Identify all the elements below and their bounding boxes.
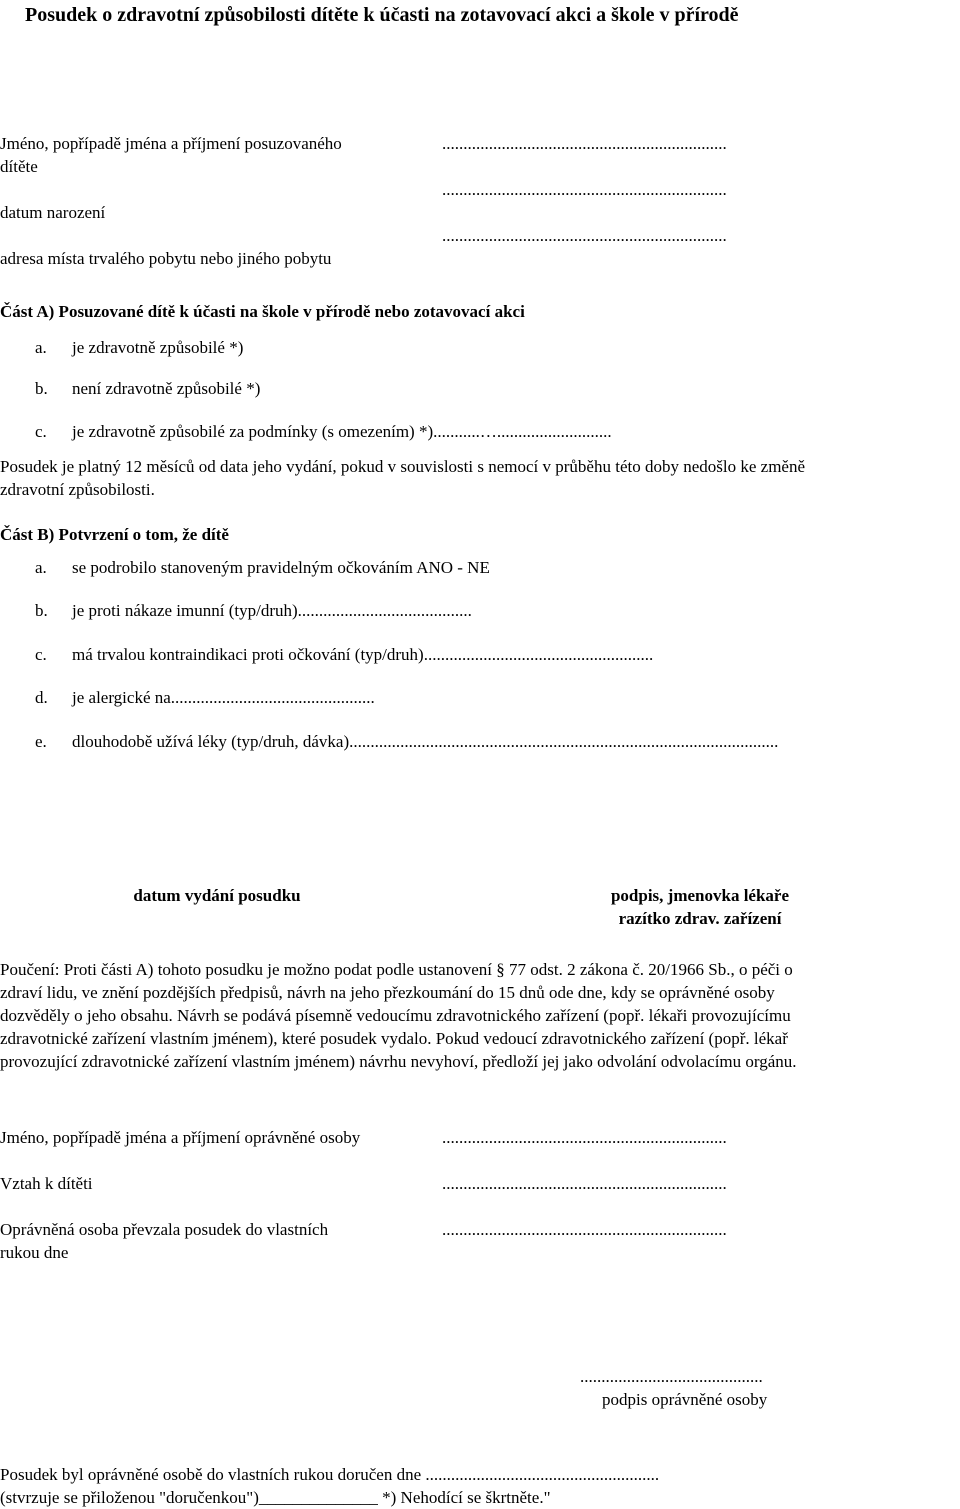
notice-text: zdravotnické zařízení vlastním jménem), které posudek vydalo. Pokud vedoucí zdravotnického zařízení (popř. lékař bbox=[0, 1029, 788, 1048]
issue-date-label: datum vydání posudku bbox=[133, 886, 301, 905]
delivery-note-cont: (stvrzuje se přiloženou "doručenkou")______________ *) Nehodící se škrtněte." bbox=[0, 1488, 551, 1507]
part-b-item-allergic[interactable]: je alergické na................................................ bbox=[72, 688, 375, 707]
part-b-item-contraindication[interactable]: má trvalou kontraindikaci proti očkování (typ/druh)...................................................... bbox=[72, 645, 654, 664]
delivery-note: Posudek byl oprávněné osobě do vlastních rukou doručen dne ....................................................... bbox=[0, 1465, 660, 1484]
received-label: Oprávněná osoba převzala posudek do vlastních bbox=[0, 1220, 329, 1239]
notice-text: provozující zdravotnické zařízení vlastním jménem) návrhu nevyhoví, předloží jej jako odvolání odvolacímu orgánu. bbox=[0, 1052, 797, 1071]
part-b-item-letter: e. bbox=[35, 732, 47, 751]
part-a-item-letter: a. bbox=[35, 338, 47, 357]
part-b-item-letter: c. bbox=[35, 645, 47, 664]
address-label: adresa místa trvalého pobytu nebo jiného pobytu bbox=[0, 249, 332, 268]
part-b-item-letter: a. bbox=[35, 558, 47, 577]
part-a-heading: Část A) Posuzované dítě k účasti na škole v přírodě nebo zotavovací akci bbox=[0, 302, 525, 321]
part-b-item-immune[interactable]: je proti nákaze imunní (typ/druh)......................................... bbox=[72, 601, 472, 620]
received-label-cont: rukou dne bbox=[0, 1243, 69, 1262]
part-b-item-vaccinated[interactable]: se podrobilo stanoveným pravidelným očkováním ANO - NE bbox=[72, 558, 490, 577]
facility-stamp-label: razítko zdrav. zařízení bbox=[618, 909, 782, 928]
document-title: Posudek o zdravotní způsobilosti dítěte k účasti na zotavovací akci a škole v přírodě bbox=[25, 4, 739, 26]
part-b-item-medication[interactable]: dlouhodobě užívá léky (typ/druh, dávka)..................................................................................................... bbox=[72, 732, 779, 751]
validity-text: Posudek je platný 12 měsíců od data jeho vydání, pokud v souvislosti s nemocí v průběhu této doby nedošlo ke změně bbox=[0, 457, 806, 476]
child-name-field[interactable]: ................................................................... bbox=[442, 134, 727, 153]
part-b-item-letter: d. bbox=[35, 688, 48, 707]
part-b-item-letter: b. bbox=[35, 601, 48, 620]
address-field[interactable]: ................................................................... bbox=[442, 226, 727, 245]
notice-text: zdraví lidu, ve znění pozdějších předpisů, návrh na jeho přezkoumání do 15 dnů ode dne, kdy se oprávněné osoby bbox=[0, 983, 775, 1002]
validity-text-cont: zdravotní způsobilosti. bbox=[0, 480, 155, 499]
authorized-name-field[interactable]: ................................................................... bbox=[442, 1128, 727, 1147]
birth-date-field[interactable]: ................................................................... bbox=[442, 180, 727, 199]
birth-date-label: datum narození bbox=[0, 203, 106, 222]
part-a-item-conditional[interactable]: je zdravotně způsobilé za podmínky (s omezením) *)...........…........................... bbox=[72, 422, 612, 441]
authorized-name-label: Jméno, popřípadě jména a příjmení oprávněné osoby bbox=[0, 1128, 361, 1147]
part-a-item-letter: b. bbox=[35, 379, 48, 398]
authorized-signature-label: podpis oprávněné osoby bbox=[602, 1390, 768, 1409]
doctor-signature-label: podpis, jmenovka lékaře bbox=[610, 886, 790, 905]
relation-field[interactable]: ................................................................... bbox=[442, 1174, 727, 1193]
notice-text: dozvěděly o jeho obsahu. Návrh se podává písemně vedoucímu zdravotnického zařízení (popř. lékaři provozujícímu bbox=[0, 1006, 791, 1025]
relation-label: Vztah k dítěti bbox=[0, 1174, 93, 1193]
child-name-label: Jméno, popřípadě jména a příjmení posuzovaného bbox=[0, 134, 342, 153]
part-a-item-unfit[interactable]: není zdravotně způsobilé *) bbox=[72, 379, 261, 398]
part-b-heading: Část B) Potvrzení o tom, že dítě bbox=[0, 525, 229, 544]
part-a-item-fit[interactable]: je zdravotně způsobilé *) bbox=[72, 338, 244, 357]
received-date-field[interactable]: ................................................................... bbox=[442, 1220, 727, 1239]
notice-text: Poučení: Proti části A) tohoto posudku je možno podat podle ustanovení § 77 odst. 2 zákona č. 20/1966 Sb., o péči o bbox=[0, 960, 793, 979]
child-name-label-cont: dítěte bbox=[0, 157, 38, 176]
authorized-signature-field[interactable]: ........................................... bbox=[580, 1367, 763, 1386]
part-a-item-letter: c. bbox=[35, 422, 47, 441]
